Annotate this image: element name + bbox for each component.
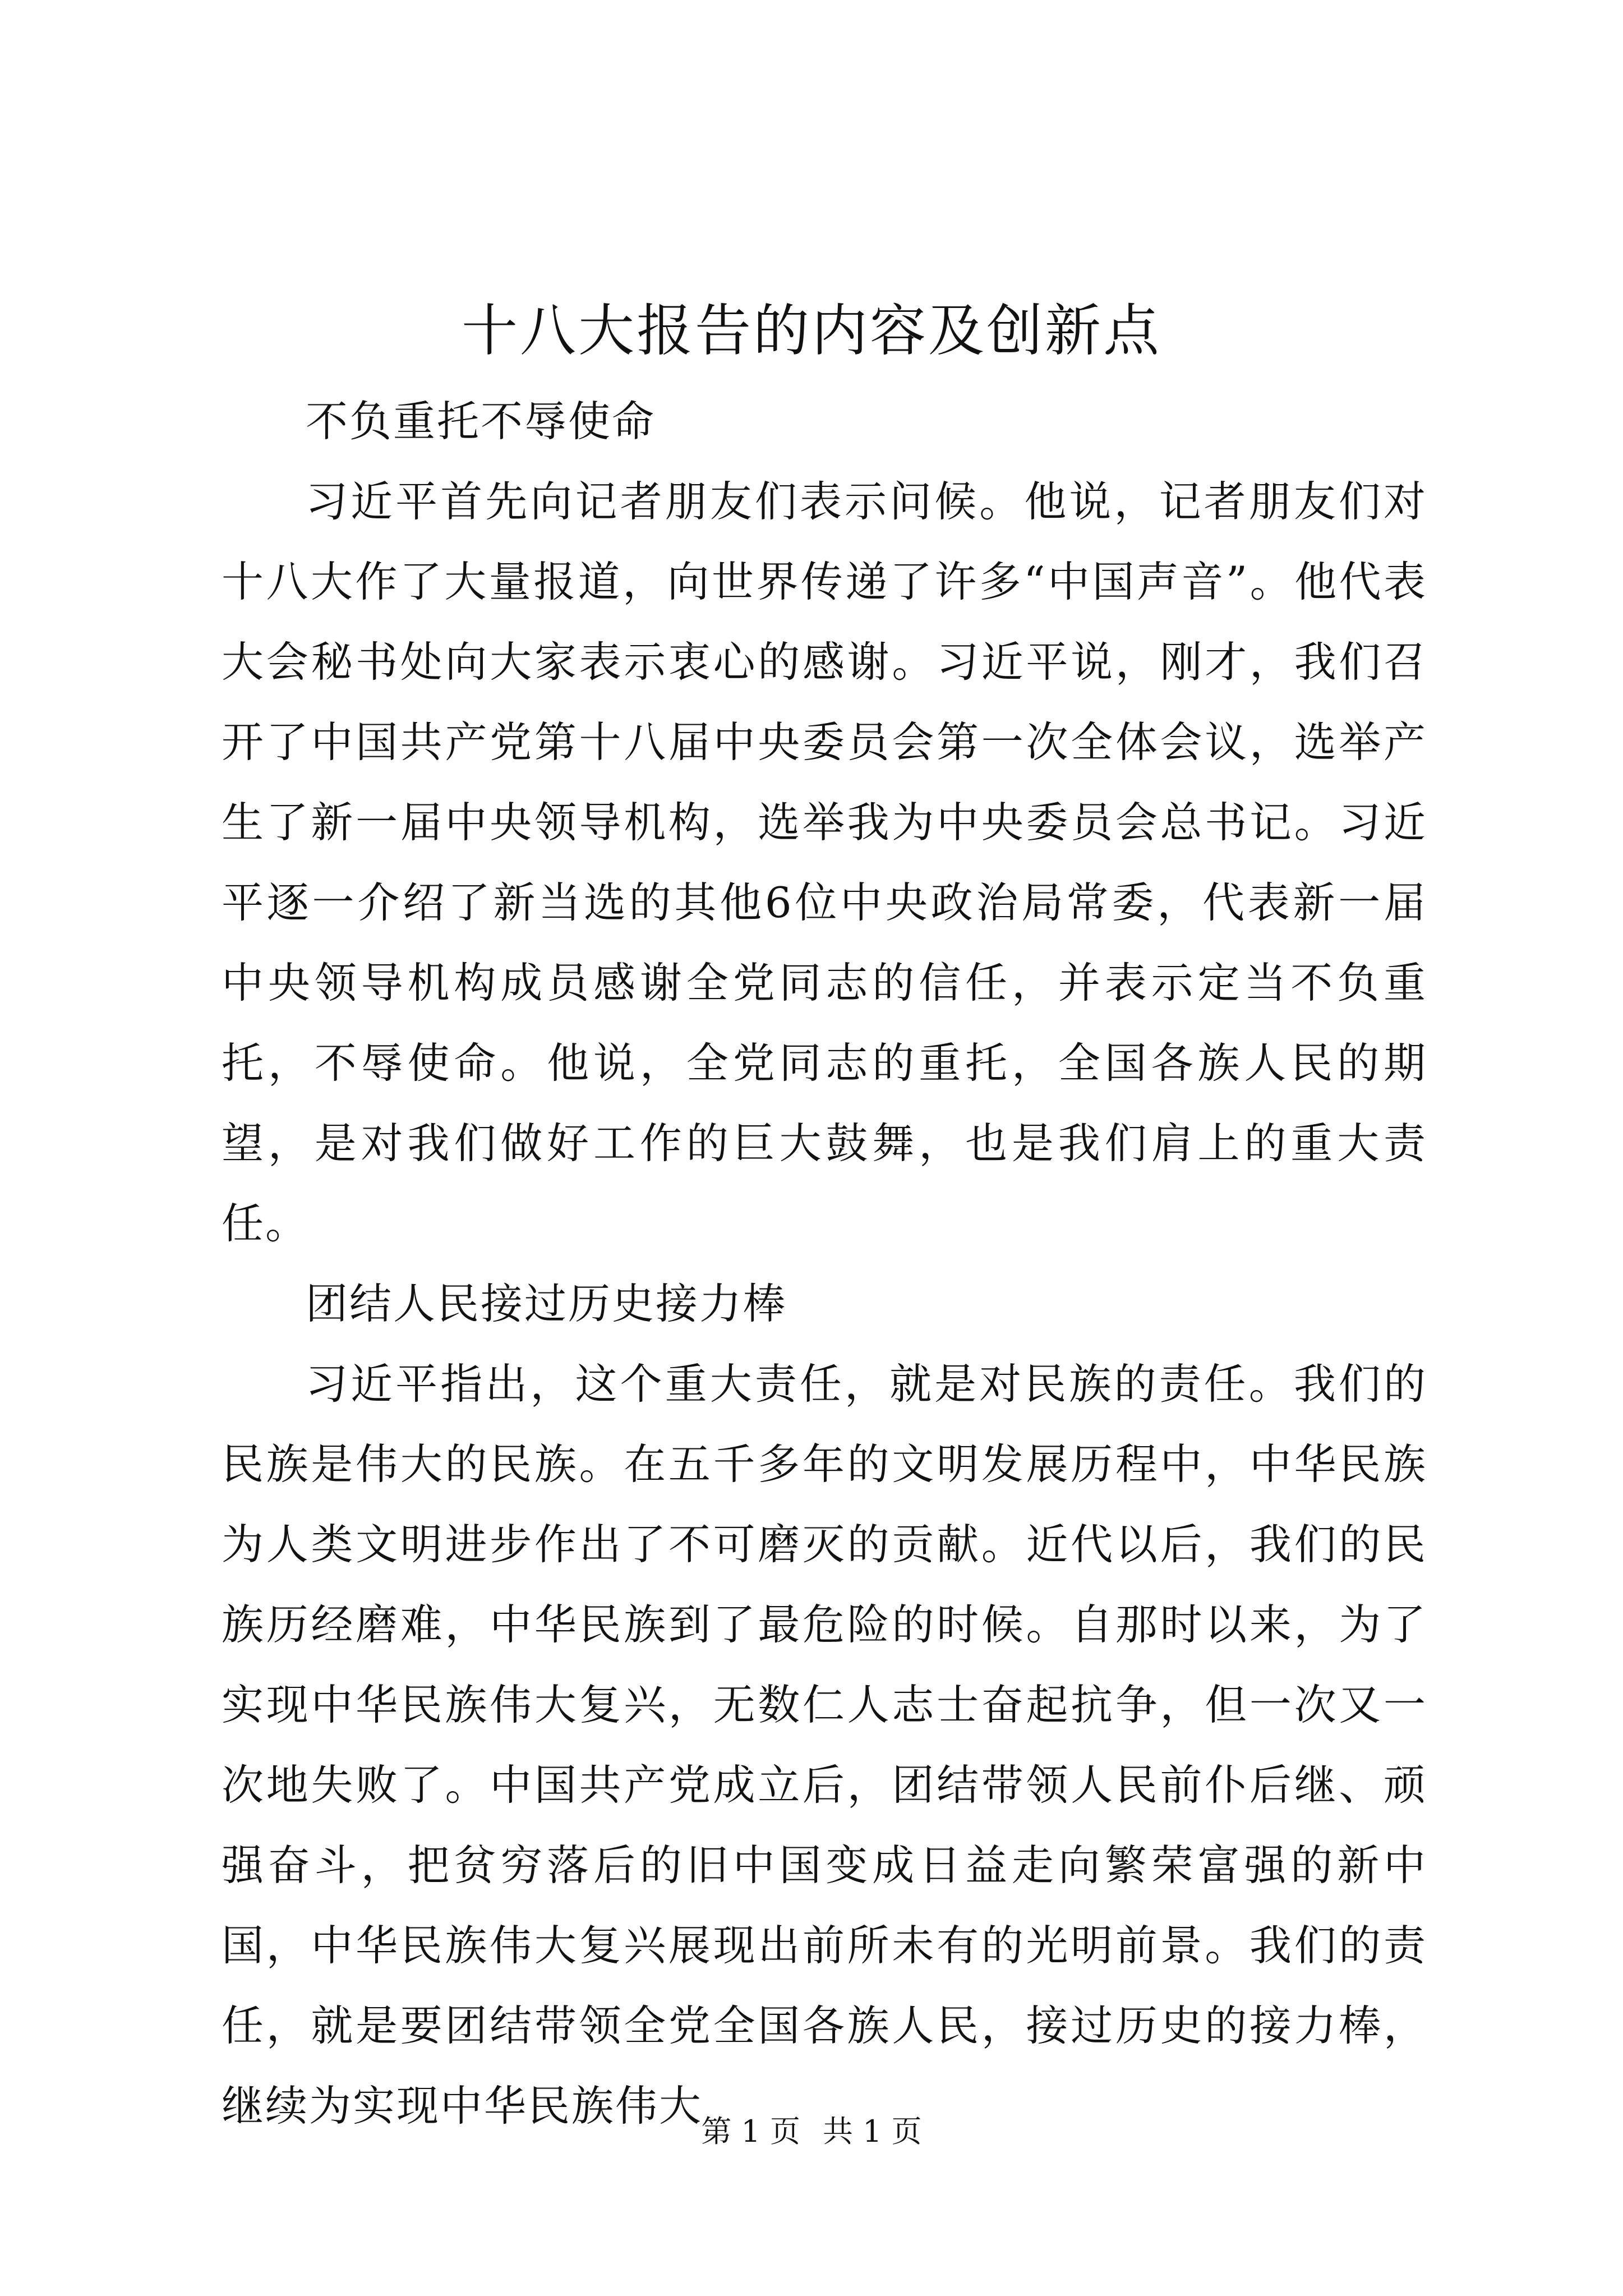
page-footer [0,2109,1623,2154]
section-heading: 不负重托不辱使命 [306,397,656,446]
page-number: 第 1 页 [701,2114,800,2149]
body-paragraph: 习近平指出，这个重大责任，就是对民族的责任。我们的民族是伟大的民族。在五千多年的文明发展历程中，中华民族为人类文明进步作出了不可磨灭的贡献。近代以后，我们的民族历经磨难，中华民族到了最危险的时候。自那时以来，为了实现中华民族伟大复兴，无数仁人志士奋起抗争，但一次又一次地失败了。中国共产党成立后，团结带领人民前仆后继、顽强奋斗，把贫穷落后的旧中国变成日益走向繁荣富强的新中国，中华民族伟大复兴展现出前所未有的光明前景。我们的责任，就是要团结带领全党全国各族人民，接过历史的接力棒，继续为实现中华民族伟大 [222,1359,1427,2131]
document-body [222,381,1427,2146]
body-paragraph: 习近平首先向记者朋友们表示问候。他说，记者朋友们对十八大作了大量报道，向世界传递了许多“中国声音”。他代表大会秘书处向大家表示衷心的感谢。习近平说，刚才，我们召开了中国共产党第十八届中央委员会第一次全体会议，选举产生了新一届中央领导机构，选举我为中央委员会总书记。习近平逐一介绍了新当选的其他6位中央政治局常委，代表新一届中央领导机构成员感谢全党同志的信任，并表示定当不负重托，不辱使命。他说，全党同志的重托，全国各族人民的期望，是对我们做好工作的巨大鼓舞，也是我们肩上的重大责任。 [222,477,1427,1248]
page-total: 共 1 页 [823,2114,922,2149]
page-title: 十八大报告的内容及创新点 [462,298,1161,364]
section-heading: 团结人民接过历史接力棒 [306,1279,787,1328]
